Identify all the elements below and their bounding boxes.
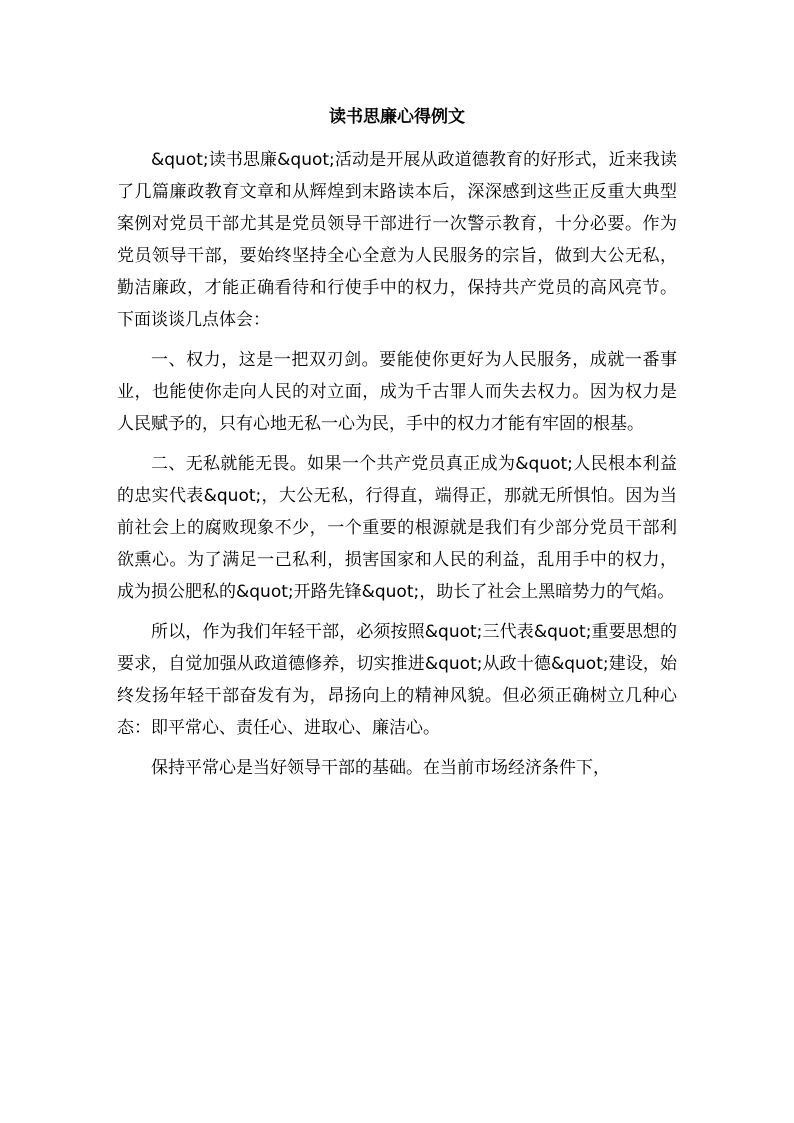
document-body — [117, 144, 677, 792]
paragraph: &quot;读书思廉&quot;活动是开展从政道德教育的好形式，近来我读了几篇廉政教育文章和从辉煌到末路读本后，深深感到这些正反重大典型案例对党员干部尤其是党员领导干部进行一次警示教育，十分必要。作为党员领导干部，要始终坚持全心全意为人民服务的宗旨，做到大公无私，勤洁廉政，才能正确看待和行使手中的权力，保持共产党员的高风亮节。下面谈谈几点体会： — [117, 150, 677, 330]
paragraph: 所以，作为我们年轻干部，必须按照&quot;三代表&quot;重要思想的要求，自觉加强从政道德修养，切实推进&quot;从政十德&quot;建设，始终发扬年轻干部奋发有为，昂扬向上的精神风貌。但必须正确树立几种心态：即平常心、责任心、进取心、廉洁心。 — [117, 622, 677, 738]
document-title: 读书思廉心得例文 — [329, 107, 465, 127]
paragraph: 二、无私就能无畏。如果一个共产党员真正成为&quot;人民根本利益的忠实代表&quot;，大公无私，行得直，端得正，那就无所惧怕。因为当前社会上的腐败现象不少，一个重要的根源就是我们有少部分党员干部利欲熏心。为了满足一己私利，损害国家和人民的利益，乱用手中的权力，成为损公肥私的&quot;开路先锋&quot;，助长了社会上黑暗势力的气焰。 — [117, 454, 677, 602]
paragraph: 一、权力，这是一把双刃剑。要能使你更好为人民服务，成就一番事业，也能使你走向人民的对立面，成为千古罪人而失去权力。因为权力是人民赋予的，只有心地无私一心为民，手中的权力才能有牢固的根基。 — [117, 350, 677, 434]
paragraph: 保持平常心是当好领导干部的基础。在当前市场经济条件下， — [151, 758, 610, 778]
